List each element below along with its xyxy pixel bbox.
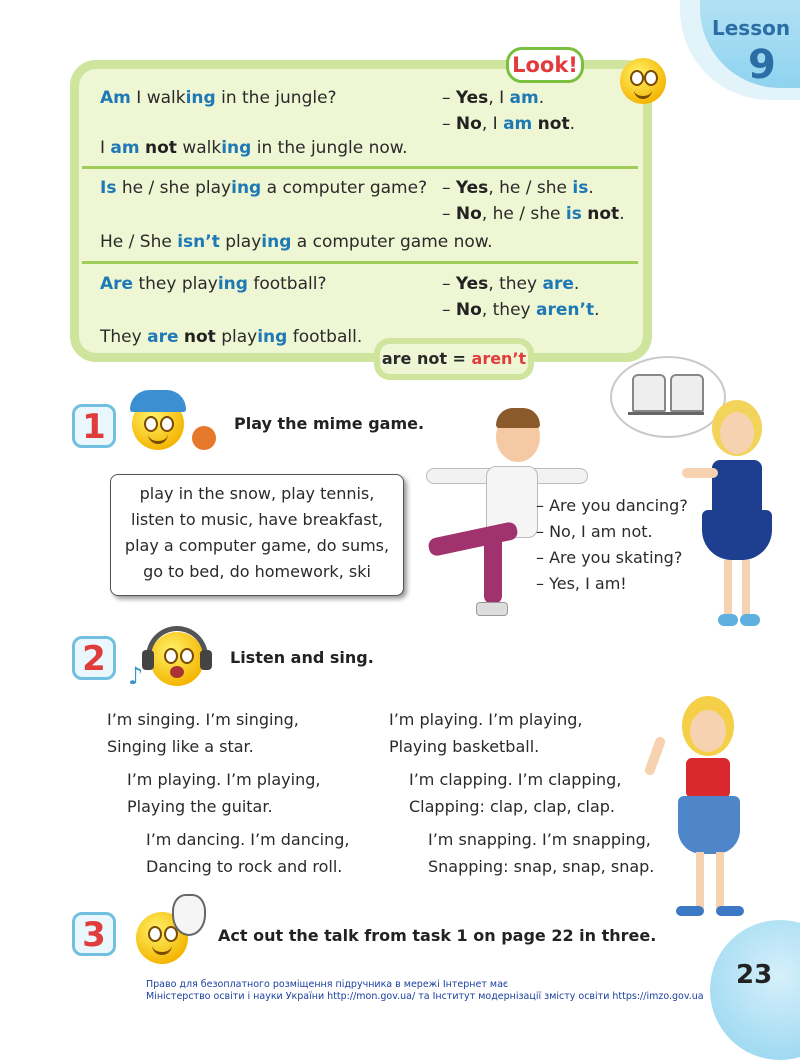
word-line: play a computer game, do sums, bbox=[124, 536, 390, 555]
grammar-question-3: Are they playing football? bbox=[100, 274, 327, 294]
grammar-answer-yes-3: – Yes, they are. bbox=[442, 274, 580, 294]
song-verse-right-1: I’m playing. I’m playing, Playing basketball. bbox=[389, 710, 583, 756]
girl-singing-illustration bbox=[660, 696, 760, 926]
music-note-icon: ♪ bbox=[128, 662, 144, 690]
page-number-badge bbox=[710, 920, 800, 1060]
grammar-answer-no-2: – No, he / she is not. bbox=[442, 204, 625, 224]
contraction-note: are not = aren’t bbox=[374, 338, 534, 380]
grammar-divider bbox=[82, 261, 638, 264]
grammar-divider bbox=[82, 166, 638, 169]
copyright-footer: Право для безоплатного розміщення підручника в мережі Інтернет має Міністерство освіти і науки України http://mon.gov.ua/ та Інститут модернізації змісту освіти https://imzo.gov.ua bbox=[146, 979, 704, 1002]
grammar-answer-no-3: – No, they aren’t. bbox=[442, 300, 600, 320]
song-verse-left-2: I’m playing. I’m playing, Playing the guitar. bbox=[127, 770, 321, 816]
word-line: play in the snow, play tennis, bbox=[139, 484, 375, 503]
dialogue-line: – Are you dancing? bbox=[536, 496, 688, 515]
dialogue-line: – No, I am not. bbox=[536, 522, 653, 541]
song-verse-right-2: I’m clapping. I’m clapping, Clapping: clap, clap, clap. bbox=[409, 770, 622, 816]
grammar-question-1: Am I walking in the jungle? bbox=[100, 88, 337, 108]
task-number-3: 3 bbox=[72, 912, 116, 956]
grammar-statement-3: They are not playing football. bbox=[100, 327, 363, 347]
dialogue-line: – Yes, I am! bbox=[536, 574, 627, 593]
dialogue-line: – Are you skating? bbox=[536, 548, 683, 567]
task-2-title: Listen and sing. bbox=[230, 648, 374, 667]
page-number: 23 bbox=[736, 960, 773, 990]
word-line: listen to music, have breakfast, bbox=[131, 510, 383, 529]
girl-pointing-illustration bbox=[690, 400, 780, 640]
theatre-mask-icon bbox=[172, 894, 206, 936]
task-1-title: Play the mime game. bbox=[234, 414, 425, 433]
task-3-title: Act out the talk from task 1 on page 22 in three. bbox=[218, 926, 657, 945]
song-verse-left-1: I’m singing. I’m singing, Singing like a star. bbox=[107, 710, 299, 756]
smiley-headphones-icon bbox=[150, 632, 204, 686]
word-line: go to bed, do homework, ski bbox=[143, 562, 371, 581]
activity-word-box bbox=[110, 474, 404, 596]
grammar-answer-yes-1: – Yes, I am. bbox=[442, 88, 545, 108]
grammar-answer-no-1: – No, I am not. bbox=[442, 114, 575, 134]
basketball-icon bbox=[192, 426, 216, 450]
task-number-1: 1 bbox=[72, 404, 116, 448]
lesson-number: 9 bbox=[748, 42, 776, 88]
skate-icon bbox=[632, 374, 666, 412]
grammar-answer-yes-2: – Yes, he / she is. bbox=[442, 178, 594, 198]
grammar-statement-1: I am not walking in the jungle now. bbox=[100, 138, 408, 158]
look-bubble: Look! bbox=[506, 47, 584, 83]
smiley-cap-icon bbox=[132, 398, 184, 450]
lesson-label: Lesson bbox=[712, 16, 791, 40]
song-verse-left-3: I’m dancing. I’m dancing, Dancing to rock and roll. bbox=[146, 830, 350, 876]
smiley-look-icon bbox=[620, 58, 666, 104]
grammar-question-2: Is he / she playing a computer game? bbox=[100, 178, 428, 198]
grammar-statement-2: He / She isn’t playing a computer game now. bbox=[100, 232, 493, 252]
task-number-2: 2 bbox=[72, 636, 116, 680]
song-verse-right-3: I’m snapping. I’m snapping, Snapping: snap, snap, snap. bbox=[428, 830, 655, 876]
